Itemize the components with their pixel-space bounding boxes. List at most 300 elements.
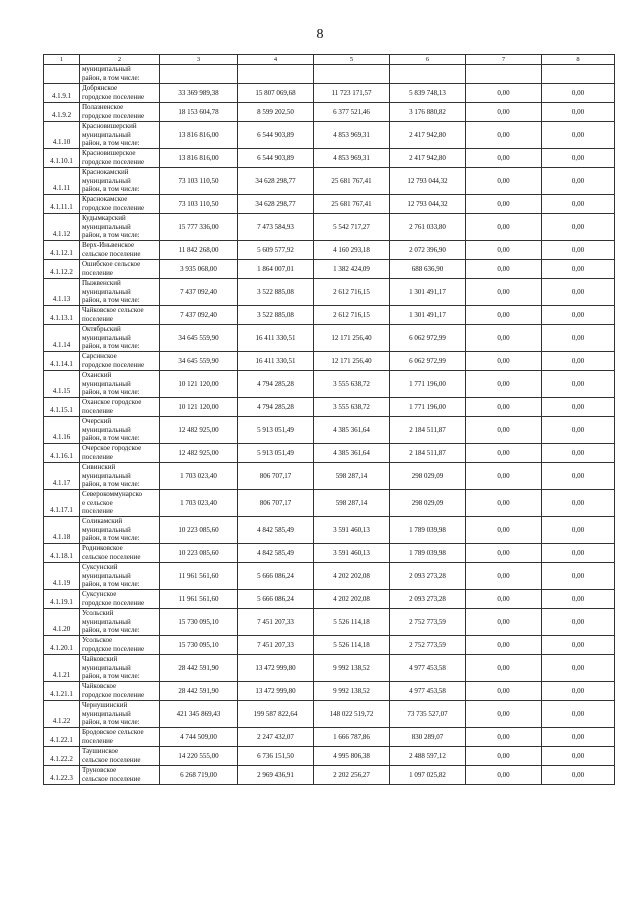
value-cell-col3: 7 437 092,40 <box>160 306 238 325</box>
row-name: Очерское городское поселение <box>82 444 142 461</box>
table-row <box>44 444 615 463</box>
row-name: Чайковское городское поселение <box>82 682 145 699</box>
value-cell-col7: 0,00 <box>466 260 542 279</box>
value-cell-col6: 1 301 491,17 <box>390 279 466 306</box>
row-code: 4.1.10 <box>44 122 80 149</box>
value-cell-col4: 34 628 298,77 <box>238 195 314 214</box>
table-row <box>44 701 615 728</box>
value-cell-col4: 2 247 432,07 <box>238 728 314 747</box>
value-cell-col5: 5 542 717,27 <box>314 214 390 241</box>
value-cell-col3: 34 645 559,90 <box>160 352 238 371</box>
value-cell-col7: 0,00 <box>466 325 542 352</box>
table-row <box>44 122 615 149</box>
row-name-cell <box>80 609 160 636</box>
row-name-cell <box>80 517 160 544</box>
value-cell-col5: 5 526 114,18 <box>314 609 390 636</box>
value-cell-col4: 806 707,17 <box>238 463 314 490</box>
value-cell-col3: 10 121 120,00 <box>160 398 238 417</box>
row-code: 4.1.12.1 <box>44 241 80 260</box>
value-cell-col3: 15 730 095,10 <box>160 609 238 636</box>
table-row <box>44 84 615 103</box>
value-cell-col6 <box>390 65 466 84</box>
value-cell-col6: 2 417 942,80 <box>390 122 466 149</box>
column-number: 3 <box>160 55 238 65</box>
row-code: 4.1.13.1 <box>44 306 80 325</box>
row-code: 4.1.22.2 <box>44 747 80 766</box>
row-name: Усольский муниципальный район, в том числе: <box>82 609 140 635</box>
value-cell-col6: 6 062 972,99 <box>390 325 466 352</box>
value-cell-col6: 73 735 527,07 <box>390 701 466 728</box>
value-cell-col8: 0,00 <box>542 103 615 122</box>
table-row <box>44 103 615 122</box>
value-cell-col4: 15 807 069,68 <box>238 84 314 103</box>
value-cell-col3: 73 103 110,50 <box>160 168 238 195</box>
value-cell-col5: 3 555 638,72 <box>314 398 390 417</box>
row-code: 4.1.19 <box>44 563 80 590</box>
row-name-cell <box>80 701 160 728</box>
value-cell-col8: 0,00 <box>542 544 615 563</box>
value-cell-col3: 15 730 095,10 <box>160 636 238 655</box>
row-name: Красновишерское городское поселение <box>82 149 145 166</box>
value-cell-col8: 0,00 <box>542 371 615 398</box>
value-cell-col3: 28 442 591,90 <box>160 682 238 701</box>
row-name: Очерский муниципальный район, в том числе: <box>82 417 140 443</box>
value-cell-col5: 4 853 969,31 <box>314 122 390 149</box>
row-name-cell <box>80 544 160 563</box>
value-cell-col4: 5 666 086,24 <box>238 590 314 609</box>
row-name-cell <box>80 260 160 279</box>
value-cell-col5: 4 202 202,08 <box>314 563 390 590</box>
row-code: 4.1.13 <box>44 279 80 306</box>
table-row <box>44 490 615 517</box>
row-name: Сарсинское городское поселение <box>82 352 145 369</box>
table-row <box>44 463 615 490</box>
value-cell-col4: 5 666 086,24 <box>238 563 314 590</box>
row-name: муниципальный район, в том числе: <box>82 65 140 82</box>
value-cell-col4: 806 707,17 <box>238 490 314 517</box>
value-cell-col7: 0,00 <box>466 636 542 655</box>
value-cell-col6: 2 417 942,80 <box>390 149 466 168</box>
row-name: Суксунский муниципальный район, в том числе: <box>82 563 140 589</box>
row-name: Оханское городское поселение <box>82 398 142 415</box>
value-cell-col4: 7 473 584,93 <box>238 214 314 241</box>
row-name: Красновишерский муниципальный район, в том числе: <box>82 122 140 148</box>
row-code: 4.1.11 <box>44 168 80 195</box>
row-code: 4.1.15.1 <box>44 398 80 417</box>
value-cell-col8: 0,00 <box>542 563 615 590</box>
value-cell-col4: 4 794 285,28 <box>238 371 314 398</box>
row-name-cell <box>80 655 160 682</box>
value-cell-col4: 5 913 051,49 <box>238 444 314 463</box>
value-cell-col8: 0,00 <box>542 590 615 609</box>
row-name: Таушинское сельское поселение <box>82 747 141 764</box>
table-row <box>44 306 615 325</box>
table-row <box>44 65 615 84</box>
row-name: Краснокамский муниципальный район, в том числе: <box>82 168 140 194</box>
row-code: 4.1.22.3 <box>44 766 80 785</box>
row-name: Ошибское сельское поселение <box>82 260 141 277</box>
value-cell-col7: 0,00 <box>466 544 542 563</box>
value-cell-col6: 2 488 597,12 <box>390 747 466 766</box>
row-name-cell <box>80 682 160 701</box>
value-cell-col5: 12 171 256,40 <box>314 325 390 352</box>
row-code: 4.1.17.1 <box>44 490 80 517</box>
value-cell-col3: 28 442 591,90 <box>160 655 238 682</box>
value-cell-col7: 0,00 <box>466 195 542 214</box>
value-cell-col6: 2 072 396,90 <box>390 241 466 260</box>
value-cell-col8: 0,00 <box>542 417 615 444</box>
value-cell-col6: 1 771 196,00 <box>390 398 466 417</box>
row-code: 4.1.16 <box>44 417 80 444</box>
table-row <box>44 371 615 398</box>
value-cell-col3: 34 645 559,90 <box>160 325 238 352</box>
value-cell-col5: 4 385 361,64 <box>314 417 390 444</box>
row-code: 4.1.18 <box>44 517 80 544</box>
value-cell-col3: 73 103 110,50 <box>160 195 238 214</box>
value-cell-col4: 7 451 207,33 <box>238 609 314 636</box>
row-name: Бродовское сельское поселение <box>82 728 144 745</box>
value-cell-col5: 2 612 716,15 <box>314 279 390 306</box>
value-cell-col6: 2 093 273,28 <box>390 563 466 590</box>
value-cell-col7: 0,00 <box>466 728 542 747</box>
row-name-cell <box>80 279 160 306</box>
value-cell-col3: 10 121 120,00 <box>160 371 238 398</box>
column-number: 8 <box>542 55 615 65</box>
value-cell-col7: 0,00 <box>466 241 542 260</box>
table-row <box>44 168 615 195</box>
row-name: Оханский муниципальный район, в том числе: <box>82 371 140 397</box>
row-code: 4.1.14 <box>44 325 80 352</box>
table-row <box>44 398 615 417</box>
row-name-cell <box>80 103 160 122</box>
value-cell-col3: 4 744 509,00 <box>160 728 238 747</box>
value-cell-col8: 0,00 <box>542 728 615 747</box>
row-code: 4.1.16.1 <box>44 444 80 463</box>
table-row <box>44 214 615 241</box>
row-name: Краснокамское городское поселение <box>82 195 145 212</box>
row-code: 4.1.17 <box>44 463 80 490</box>
value-cell-col5: 1 666 787,86 <box>314 728 390 747</box>
table-row <box>44 636 615 655</box>
table-row <box>44 325 615 352</box>
value-cell-col4: 4 794 285,28 <box>238 398 314 417</box>
value-cell-col8: 0,00 <box>542 325 615 352</box>
value-cell-col4: 5 913 051,49 <box>238 417 314 444</box>
value-cell-col5: 3 555 638,72 <box>314 371 390 398</box>
table-row <box>44 609 615 636</box>
value-cell-col3: 12 482 925,00 <box>160 417 238 444</box>
value-cell-col5: 6 377 521,46 <box>314 103 390 122</box>
table-row <box>44 149 615 168</box>
value-cell-col5: 4 853 969,31 <box>314 149 390 168</box>
value-cell-col7: 0,00 <box>466 103 542 122</box>
value-cell-col6: 1 097 025,82 <box>390 766 466 785</box>
value-cell-col8: 0,00 <box>542 195 615 214</box>
column-number: 6 <box>390 55 466 65</box>
value-cell-col6: 4 977 453,58 <box>390 655 466 682</box>
value-cell-col8 <box>542 65 615 84</box>
row-name-cell <box>80 417 160 444</box>
value-cell-col7: 0,00 <box>466 149 542 168</box>
row-name-cell <box>80 636 160 655</box>
row-name-cell <box>80 241 160 260</box>
budget-table <box>43 54 615 785</box>
value-cell-col5: 148 022 519,72 <box>314 701 390 728</box>
value-cell-col3: 6 268 719,00 <box>160 766 238 785</box>
value-cell-col4: 8 599 202,50 <box>238 103 314 122</box>
value-cell-col5 <box>314 65 390 84</box>
value-cell-col6: 5 839 748,13 <box>390 84 466 103</box>
value-cell-col3: 3 935 068,00 <box>160 260 238 279</box>
value-cell-col7: 0,00 <box>466 279 542 306</box>
row-name-cell <box>80 352 160 371</box>
value-cell-col4: 199 587 822,64 <box>238 701 314 728</box>
row-name: Родниковское сельское поселение <box>82 544 141 561</box>
row-code: 4.1.9.1 <box>44 84 80 103</box>
value-cell-col4: 3 522 885,08 <box>238 279 314 306</box>
value-cell-col8: 0,00 <box>542 636 615 655</box>
value-cell-col5: 598 287,14 <box>314 463 390 490</box>
value-cell-col8: 0,00 <box>542 260 615 279</box>
table-row <box>44 195 615 214</box>
row-name: Сивинский муниципальный район, в том числе: <box>82 463 140 489</box>
row-name-cell <box>80 490 160 517</box>
row-name-cell <box>80 214 160 241</box>
row-name-cell <box>80 728 160 747</box>
value-cell-col4: 7 451 207,33 <box>238 636 314 655</box>
value-cell-col3: 18 153 604,78 <box>160 103 238 122</box>
value-cell-col4: 4 842 585,49 <box>238 544 314 563</box>
value-cell-col7: 0,00 <box>466 84 542 103</box>
row-code: 4.1.20 <box>44 609 80 636</box>
row-name: Северокоммунарско е сельское поселение <box>82 490 143 516</box>
value-cell-col6: 6 062 972,99 <box>390 352 466 371</box>
value-cell-col8: 0,00 <box>542 766 615 785</box>
value-cell-col4: 1 864 007,01 <box>238 260 314 279</box>
value-cell-col4: 13 472 999,80 <box>238 682 314 701</box>
value-cell-col8: 0,00 <box>542 279 615 306</box>
value-cell-col3: 10 223 085,60 <box>160 544 238 563</box>
value-cell-col5: 4 160 293,18 <box>314 241 390 260</box>
value-cell-col8: 0,00 <box>542 682 615 701</box>
value-cell-col8: 0,00 <box>542 122 615 149</box>
column-number: 2 <box>80 55 160 65</box>
value-cell-col5: 9 992 138,52 <box>314 682 390 701</box>
table-row <box>44 352 615 371</box>
table-row <box>44 563 615 590</box>
table-row <box>44 517 615 544</box>
value-cell-col8: 0,00 <box>542 84 615 103</box>
value-cell-col6: 2 761 033,80 <box>390 214 466 241</box>
column-number: 5 <box>314 55 390 65</box>
value-cell-col7: 0,00 <box>466 609 542 636</box>
row-name-cell <box>80 563 160 590</box>
row-code: 4.1.21 <box>44 655 80 682</box>
value-cell-col8: 0,00 <box>542 517 615 544</box>
value-cell-col8: 0,00 <box>542 398 615 417</box>
value-cell-col3: 14 220 555,00 <box>160 747 238 766</box>
value-cell-col6: 12 793 044,32 <box>390 168 466 195</box>
value-cell-col8: 0,00 <box>542 241 615 260</box>
row-name: Чайковский муниципальный район, в том числе: <box>82 655 140 681</box>
column-number-row <box>44 55 615 65</box>
value-cell-col6: 830 289,07 <box>390 728 466 747</box>
value-cell-col3 <box>160 65 238 84</box>
row-name: Чернушинский муниципальный район, в том числе: <box>82 701 140 727</box>
column-number: 1 <box>44 55 80 65</box>
value-cell-col3: 12 482 925,00 <box>160 444 238 463</box>
value-cell-col8: 0,00 <box>542 149 615 168</box>
column-number: 4 <box>238 55 314 65</box>
value-cell-col4: 16 411 330,51 <box>238 325 314 352</box>
value-cell-col7: 0,00 <box>466 490 542 517</box>
row-name: Усольское городское поселение <box>82 636 145 653</box>
value-cell-col7: 0,00 <box>466 398 542 417</box>
table-row <box>44 260 615 279</box>
value-cell-col3: 421 345 869,43 <box>160 701 238 728</box>
row-name-cell <box>80 306 160 325</box>
value-cell-col5: 4 385 361,64 <box>314 444 390 463</box>
value-cell-col7: 0,00 <box>466 371 542 398</box>
row-name-cell <box>80 463 160 490</box>
value-cell-col6: 1 789 039,98 <box>390 544 466 563</box>
row-name-cell <box>80 325 160 352</box>
table-row <box>44 590 615 609</box>
value-cell-col4 <box>238 65 314 84</box>
value-cell-col8: 0,00 <box>542 655 615 682</box>
value-cell-col6: 2 093 273,28 <box>390 590 466 609</box>
row-code: 4.1.22 <box>44 701 80 728</box>
value-cell-col3: 11 961 561,60 <box>160 590 238 609</box>
value-cell-col3: 13 816 816,00 <box>160 122 238 149</box>
value-cell-col7: 0,00 <box>466 168 542 195</box>
value-cell-col8: 0,00 <box>542 352 615 371</box>
value-cell-col4: 16 411 330,51 <box>238 352 314 371</box>
row-name-cell <box>80 747 160 766</box>
value-cell-col7: 0,00 <box>466 463 542 490</box>
row-code: 4.1.15 <box>44 371 80 398</box>
value-cell-col7: 0,00 <box>466 417 542 444</box>
value-cell-col6: 1 301 491,17 <box>390 306 466 325</box>
row-name: Верх-Иньвенское сельское поселение <box>82 241 141 258</box>
table-row <box>44 417 615 444</box>
value-cell-col5: 1 382 424,09 <box>314 260 390 279</box>
value-cell-col6: 298 029,09 <box>390 490 466 517</box>
table-row <box>44 544 615 563</box>
value-cell-col6: 12 793 044,32 <box>390 195 466 214</box>
value-cell-col6: 2 752 773,59 <box>390 609 466 636</box>
value-cell-col8: 0,00 <box>542 444 615 463</box>
value-cell-col5: 2 202 256,27 <box>314 766 390 785</box>
table-row <box>44 279 615 306</box>
value-cell-col6: 3 176 880,82 <box>390 103 466 122</box>
value-cell-col5: 4 995 806,38 <box>314 747 390 766</box>
row-name-cell <box>80 590 160 609</box>
table-row <box>44 766 615 785</box>
row-code: 4.1.9.2 <box>44 103 80 122</box>
value-cell-col4: 3 522 885,08 <box>238 306 314 325</box>
value-cell-col5: 3 591 460,13 <box>314 517 390 544</box>
value-cell-col8: 0,00 <box>542 214 615 241</box>
value-cell-col5: 598 287,14 <box>314 490 390 517</box>
value-cell-col7: 0,00 <box>466 682 542 701</box>
row-name-cell <box>80 398 160 417</box>
row-code: 4.1.18.1 <box>44 544 80 563</box>
row-name-cell <box>80 444 160 463</box>
value-cell-col7: 0,00 <box>466 444 542 463</box>
value-cell-col5: 25 681 767,41 <box>314 168 390 195</box>
row-name: Добрянское городское поселение <box>82 84 145 101</box>
value-cell-col4: 5 609 577,92 <box>238 241 314 260</box>
value-cell-col5: 12 171 256,40 <box>314 352 390 371</box>
value-cell-col8: 0,00 <box>542 306 615 325</box>
table-row <box>44 655 615 682</box>
value-cell-col7: 0,00 <box>466 701 542 728</box>
value-cell-col3: 7 437 092,40 <box>160 279 238 306</box>
row-name: Суксунское городское поселение <box>82 590 145 607</box>
value-cell-col3: 1 703 023,40 <box>160 463 238 490</box>
value-cell-col4: 6 544 903,89 <box>238 122 314 149</box>
row-name-cell <box>80 122 160 149</box>
row-name: Полазненское городское поселение <box>82 103 145 120</box>
value-cell-col3: 1 703 023,40 <box>160 490 238 517</box>
table-row <box>44 728 615 747</box>
value-cell-col3: 10 223 085,60 <box>160 517 238 544</box>
value-cell-col7: 0,00 <box>466 563 542 590</box>
row-code: 4.1.20.1 <box>44 636 80 655</box>
value-cell-col3: 33 369 989,38 <box>160 84 238 103</box>
value-cell-col4: 34 628 298,77 <box>238 168 314 195</box>
value-cell-col5: 9 992 138,52 <box>314 655 390 682</box>
row-code <box>44 65 80 84</box>
row-code: 4.1.12 <box>44 214 80 241</box>
value-cell-col7: 0,00 <box>466 306 542 325</box>
row-code: 4.1.19.1 <box>44 590 80 609</box>
page-number: 8 <box>316 27 324 42</box>
value-cell-col5: 11 723 171,57 <box>314 84 390 103</box>
value-cell-col3: 11 842 268,00 <box>160 241 238 260</box>
value-cell-col5: 5 526 114,18 <box>314 636 390 655</box>
row-code: 4.1.22.1 <box>44 728 80 747</box>
table-row <box>44 241 615 260</box>
value-cell-col3: 15 777 336,00 <box>160 214 238 241</box>
row-name-cell <box>80 84 160 103</box>
row-code: 4.1.11.1 <box>44 195 80 214</box>
row-name-cell <box>80 371 160 398</box>
value-cell-col8: 0,00 <box>542 490 615 517</box>
value-cell-col7: 0,00 <box>466 214 542 241</box>
row-name: Чайковское сельское поселение <box>82 306 144 323</box>
row-code: 4.1.10.1 <box>44 149 80 168</box>
value-cell-col6: 2 752 773,59 <box>390 636 466 655</box>
value-cell-col6: 1 789 039,98 <box>390 517 466 544</box>
value-cell-col4: 4 842 585,49 <box>238 517 314 544</box>
value-cell-col6: 298 029,09 <box>390 463 466 490</box>
value-cell-col8: 0,00 <box>542 701 615 728</box>
value-cell-col7: 0,00 <box>466 517 542 544</box>
column-number: 7 <box>466 55 542 65</box>
value-cell-col7: 0,00 <box>466 590 542 609</box>
value-cell-col8: 0,00 <box>542 609 615 636</box>
value-cell-col7: 0,00 <box>466 747 542 766</box>
value-cell-col7: 0,00 <box>466 122 542 149</box>
row-name-cell <box>80 149 160 168</box>
value-cell-col6: 2 184 511,87 <box>390 444 466 463</box>
value-cell-col4: 6 544 903,89 <box>238 149 314 168</box>
value-cell-col6: 1 771 196,00 <box>390 371 466 398</box>
value-cell-col4: 13 472 999,80 <box>238 655 314 682</box>
table-row <box>44 747 615 766</box>
